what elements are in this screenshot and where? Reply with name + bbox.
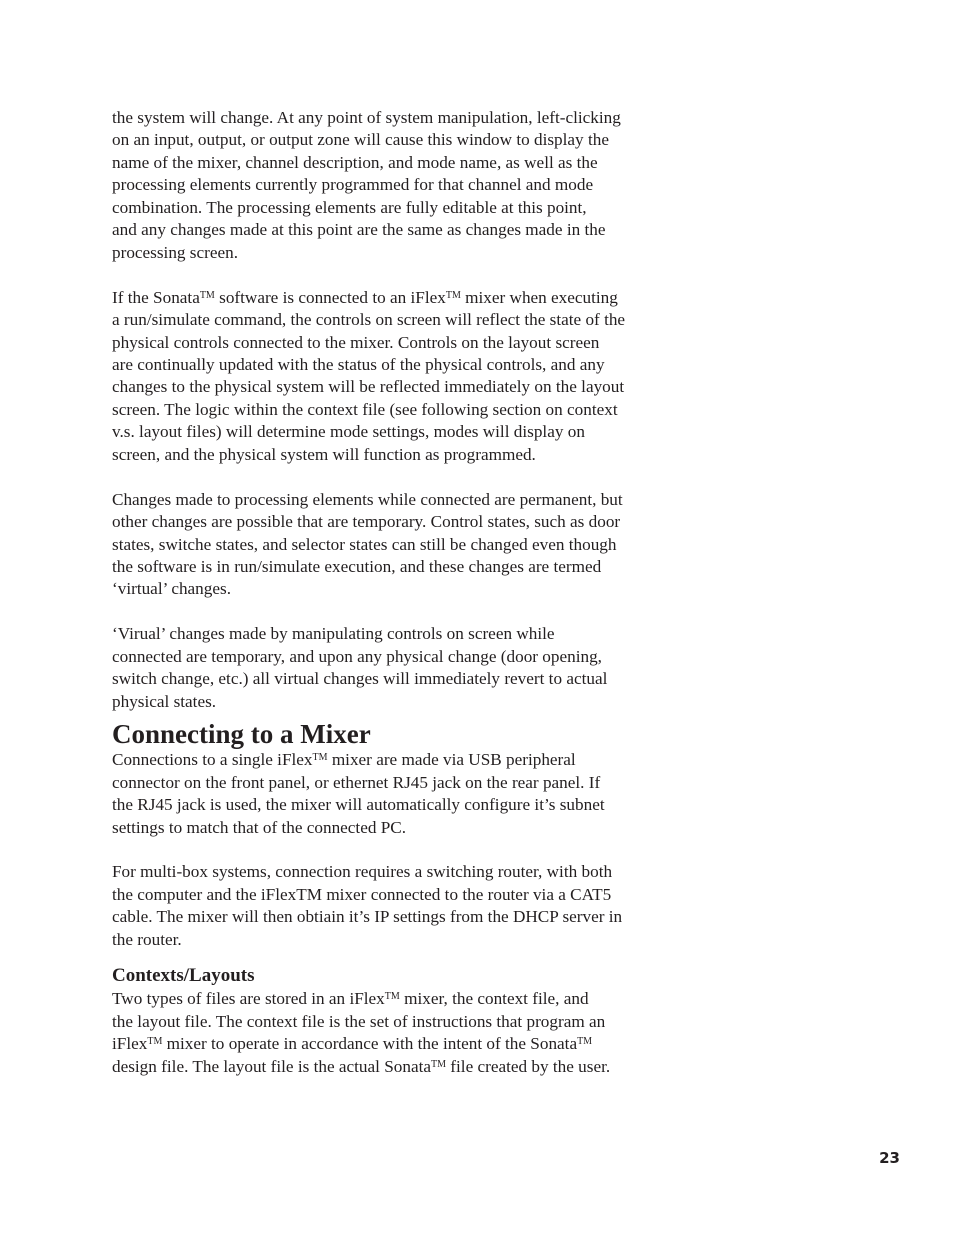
text-line: combination. The processing elements are fully editable at this point, [112, 197, 587, 217]
text-line: are continually updated with the status of the physical controls, and any [112, 354, 605, 374]
text-line: switch change, etc.) all virtual changes will immediately revert to actual [112, 669, 608, 689]
paragraph-run-simulate [112, 287, 678, 467]
text-line: physical controls connected to the mixer. Controls on the layout screen [112, 332, 600, 352]
text-line: screen, and the physical system will function as programmed. [112, 444, 536, 464]
text-line: Two types of files are stored in an iFlex™ mixer, the context file, and [112, 989, 589, 1009]
text-line: ‘Virual’ changes made by manipulating controls on screen while [112, 624, 555, 644]
text-line: If the Sonata™ software is connected to an iFlex™ mixer when executing [112, 287, 618, 307]
text-line: other changes are possible that are temporary. Control states, such as door [112, 512, 621, 532]
text-line: For multi-box systems, connection requires a switching router, with both [112, 862, 613, 882]
text-line: physical states. [112, 691, 217, 711]
page-body [112, 107, 678, 1078]
text-line: ‘virtual’ changes. [112, 579, 231, 599]
text-line: v.s. layout files) will determine mode settings, modes will display on [112, 422, 585, 442]
section-heading: Connecting to a Mixer [112, 719, 371, 750]
text-line: the system will change. At any point of system manipulation, left-clicking [112, 108, 621, 127]
text-line: the RJ45 jack is used, the mixer will automatically configure it’s subnet [112, 795, 605, 815]
text-line: Connections to a single iFlex™ mixer are made via USB peripheral [112, 750, 576, 770]
paragraph-permanent-changes [112, 489, 678, 601]
text-line: processing screen. [112, 242, 238, 262]
text-line: a run/simulate command, the controls on screen will reflect the state of the [112, 310, 626, 330]
text-line: and any changes made at this point are the same as changes made in the [112, 220, 606, 240]
text-line: name of the mixer, channel description, and mode name, as well as the [112, 152, 598, 172]
text-line: settings to match that of the connected PC. [112, 817, 407, 837]
paragraph-system-change [112, 107, 678, 264]
paragraph-virtual-changes [112, 623, 678, 713]
text-line: states, switche states, and selector states can still be changed even though [112, 534, 617, 554]
text-line: changes to the physical system will be reflected immediately on the layout [112, 377, 625, 397]
page-number: 23 [879, 1149, 900, 1167]
text-line: screen. The logic within the context file (see following section on context [112, 399, 618, 419]
text-line: iFlex™ mixer to operate in accordance with the intent of the Sonata™ [112, 1034, 593, 1054]
text-line: connector on the front panel, or ethernet RJ45 jack on the rear panel. If [112, 772, 601, 792]
text-line: cable. The mixer will then obtiain it’s IP settings from the DHCP server in [112, 907, 623, 927]
subsection-heading: Contexts/Layouts [112, 965, 255, 987]
text-line: the software is in run/simulate execution, and these changes are termed [112, 557, 602, 577]
paragraph-connections [112, 749, 678, 839]
text-line: on an input, output, or output zone will cause this window to display the [112, 130, 609, 150]
paragraph-multi-box [112, 861, 678, 951]
text-line: design file. The layout file is the actual Sonata™ file created by the user. [112, 1056, 611, 1076]
text-line: the router. [112, 929, 182, 949]
text-line: the computer and the iFlexTM mixer connected to the router via a CAT5 [112, 884, 612, 904]
text-line: Changes made to processing elements while connected are permanent, but [112, 489, 623, 509]
paragraph-contexts-layouts [112, 988, 678, 1078]
text-line: connected are temporary, and upon any physical change (door opening, [112, 646, 602, 666]
text-line: processing elements currently programmed for that channel and mode [112, 175, 594, 195]
text-line: the layout file. The context file is the set of instructions that program an [112, 1011, 606, 1031]
